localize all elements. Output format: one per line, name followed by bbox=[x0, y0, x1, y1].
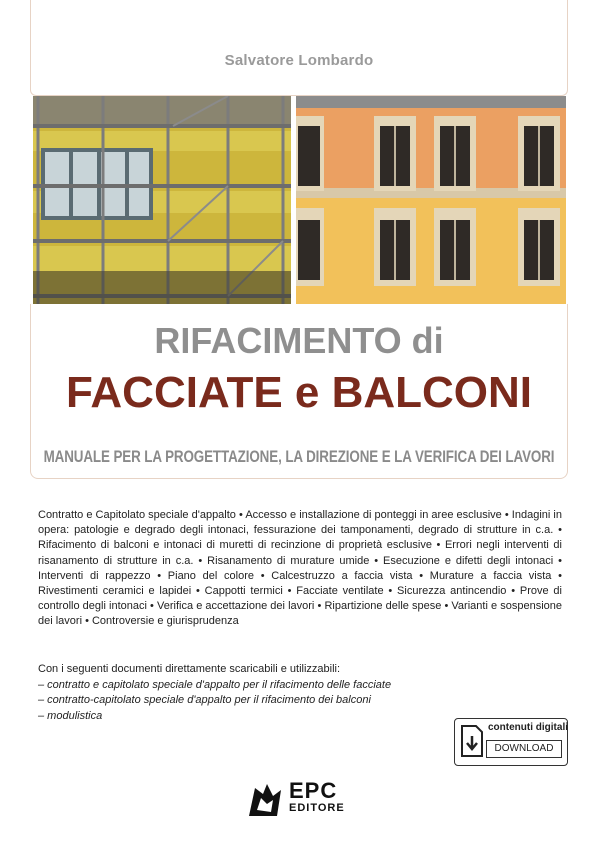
publisher-sub: EDITORE bbox=[289, 802, 345, 814]
download-badge-label: contenuti digitali bbox=[488, 722, 568, 733]
book-cover bbox=[30, 0, 568, 855]
list-item: – modulistica bbox=[38, 709, 103, 722]
documents-list bbox=[38, 662, 498, 724]
facade-photo bbox=[296, 96, 566, 304]
list-item: – contratto e capitolato speciale d'appalto per il rifacimento delle facciate bbox=[38, 678, 392, 691]
download-file-icon bbox=[460, 724, 484, 758]
subtitle: MANUALE PER LA PROGETTAZIONE, LA DIREZIONE E LA VERIFICA DEI LAVORI bbox=[43, 447, 555, 466]
title-line-2: FACCIATE e BALCONI bbox=[65, 368, 533, 417]
download-badge bbox=[454, 718, 568, 766]
scaffolding-photo bbox=[33, 96, 291, 304]
list-item: – contratto-capitolato speciale d'appalto per il rifacimento dei balconi bbox=[38, 694, 371, 707]
publisher-logo bbox=[245, 778, 365, 822]
author-band bbox=[30, 0, 568, 96]
title-line-1: RIFACIMENTO di bbox=[154, 320, 444, 361]
download-badge-button: DOWNLOAD bbox=[486, 740, 562, 758]
contents-summary: Contratto e Capitolato speciale d'appalto • Accesso e installazione di ponteggi in aree esclusive • Indagini in opera: patologie e degrado degli intonaci, fessurazione dei tamponamenti, degrado di strutture in c.a. • Rifacimento di balconi e intonaci di muretti di recinzione di proprietà esclusive • Errori negli interventi di risanamento di strutture in c.a. • Risanamento di murature umide • Esecuzione e difetti degli intonaci • Interventi di rappezzo • Piano del colore • Calcestruzzo a faccia vista • Murature a faccia vista • Rivestimenti ceramici e lapidei • Cappotti termici • Facciate ventilate • Sicurezza antincendio • Prove di controllo degli intonaci • Verifica e accettazione dei lavori • Ripartizione delle spese • Varianti e sospensione dei lavori • Controversie e giurisprudenza bbox=[38, 509, 562, 628]
epc-logo-icon bbox=[245, 780, 285, 820]
author-name: Salvatore Lombardo bbox=[224, 52, 374, 69]
publisher-name: EPC bbox=[289, 778, 338, 803]
documents-intro: Con i seguenti documenti direttamente scaricabili e utilizzabili: bbox=[38, 663, 341, 675]
